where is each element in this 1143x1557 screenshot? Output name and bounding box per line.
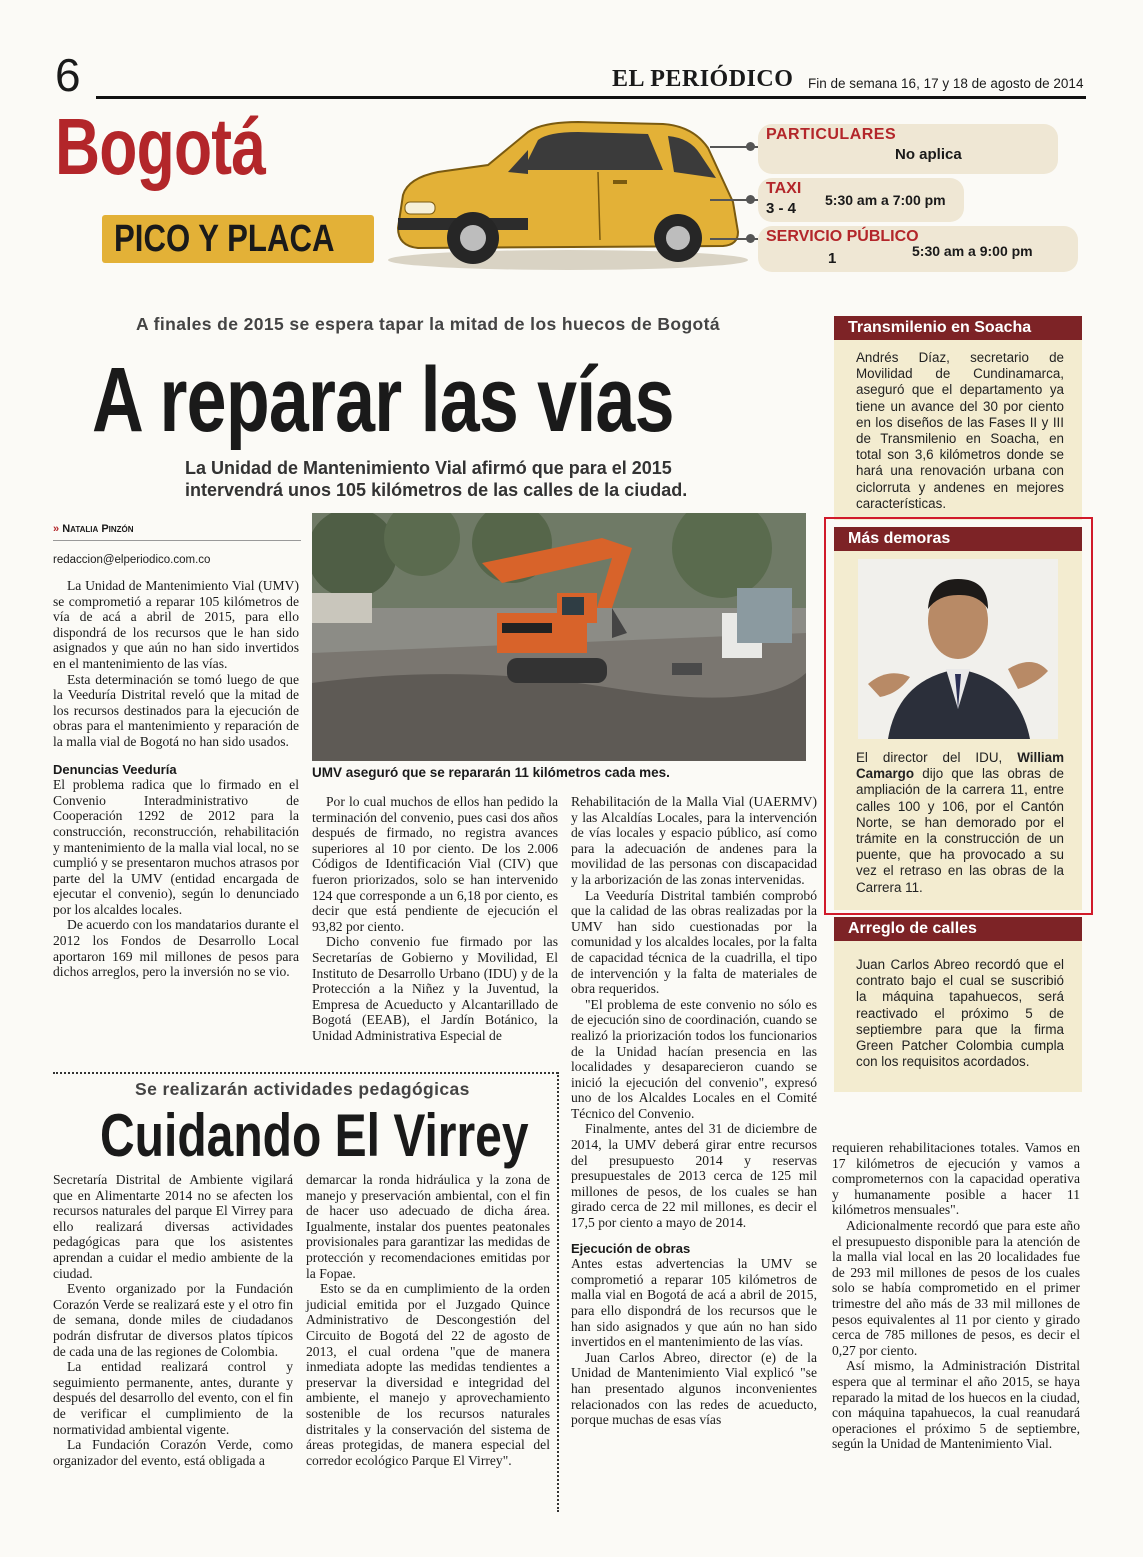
arreglo-text: Juan Carlos Abreo recordó que el contrato bajo el cual se suscribió la máquina tapahuecos, será reactivado el próximo 5 de septiembre para que la firma Green Patcher Colombia cumpla con los requisitos acordados. (834, 941, 1082, 1092)
sidebar-soacha (834, 316, 1082, 520)
article-paragraph: El problema radica que lo firmado en el Convenio Interadministrativo de Cooperación 1292 de 2012 para la construcción, reconstrucción, rehabilitación y mantenimiento de la malla vial local, no se cumplió y se presentaron muchos atrasos por parte del la UMV (entidad encargada de ejecutar el convenio), según lo denunciado por los alcaldes locales. (53, 777, 299, 917)
article-paragraph: La Veeduría Distrital también comprobó que la calidad de las obras realizadas por la UMV han sido cuestionadas por la comunidad y los alcaldes locales, por la falta de capacidad técnica de la cuadrilla, el tipo de intervención y la falta de materiales de obra requeridos. (571, 887, 817, 997)
article-paragraph: Por lo cual muchos de ellos han pedido la terminación del convenio, pues casi dos años después de firmado, no registra avances superiores al 10 por ciento. De los 2.006 Códigos de Identificación Vial (CIV) que fueron priorizados, solo se han intervenido 124 que corresponde a un 6,18 por ciento, es decir que está pendiente de ejecución el 93,82 por ciento. (312, 794, 558, 934)
article-paragraph: La Unidad de Mantenimiento Vial (UMV) se comprometió a reparar 105 kilómetros de vía de acá a abril de 2015, para ello dispondrá de los recursos que le han sido asignados y que aún no han sido invertidos en el mantenimiento de las vías. (53, 578, 299, 671)
arreglo-title: Arreglo de calles (834, 917, 1082, 941)
particulares-dot (746, 142, 755, 151)
article-column-1 (53, 578, 299, 980)
demoras-name: William Camargo (856, 750, 1064, 782)
publico-label: SERVICIO PÚBLICO (766, 228, 919, 245)
demoras-title: Más demoras (834, 527, 1082, 551)
virrey-headline: Cuidando El Virrey (100, 1102, 529, 1169)
particulares-label: PARTICULARES (766, 126, 897, 143)
demoras-text-2: dijo que las obras de ampliación de la carrera 11, entre calles 100 y 106, por el Cantón Norte, se han demorado por el trámite en la construcción de un puente, que ha provocado a su vez el retraso en las obras de la Carrera 11. (856, 766, 1064, 895)
article-paragraph: Evento organizado por la Fundación Corazón Verde se realizará este y el otro fin de semana, donde miles de ciudadanos podrán disfrutar de diversos platos típicos de cada una de las regiones de Colombia. (53, 1281, 293, 1359)
article-paragraph: Así mismo, la Administración Distrital espera que al terminar el año 2015, se haya reparado la mitad de los huecos en la ciudad, con máquina tapahuecos, la cual reanudará operaciones el próximo 5 de septiembre, según la Unidad de Mantenimiento Vial. (832, 1358, 1080, 1452)
sidebar-demoras (834, 527, 1082, 910)
taxi-dot (746, 195, 755, 204)
article-headline: A reparar las vías (92, 349, 674, 451)
publico-plates: 1 (828, 250, 837, 267)
article-paragraph: Secretaría Distrital de Ambiente vigilará que en Alimentarte 2014 no se afecten los recursos naturales del parque El Virrey para ello realizará diversas actividades pedagógicas para que los asistentes aprendan a cuidar el medio ambiente de la ciudad. (53, 1172, 293, 1281)
article-paragraph: De acuerdo con los mandatarios durante el 2012 los Fondos de Desarrollo Local aportaron 169 mil millones de pesos para dichos arreglos, pero la inversión no se vio. (53, 917, 299, 980)
taxi-plates: 3 - 4 (766, 200, 797, 217)
article-paragraph: "El problema de este convenio no sólo es de ejecución sino de coordinación, cuando se realizó la priorización todos los funcionarios de la Unidad hacían presencia en las localidades y desaparecieron cuando se inició la ejecución del convenio", expresó uno de los Alcaldes Locales en el Comité Técnico del Convenio. (571, 996, 817, 1121)
article-paragraph: Rehabilitación de la Malla Vial (UAERMV) y las Alcaldías Locales, para la intervención de vías locales y espacio público, así como para la adecuación de andenes para la movilidad de las personas con discapacidad y la arborización de las zonas intervenidas. (571, 794, 817, 887)
soacha-title: Transmilenio en Soacha (834, 316, 1082, 340)
deck-line-1: La Unidad de Mantenimiento Vial afirmó que para el 2015 (185, 458, 672, 478)
article-column-2 (312, 794, 558, 1044)
article-paragraph: requieren rehabilitaciones totales. Vamos en 17 kilómetros de ejecución y vamos a comprometernos con la capacidad operativa y humanamente posible a hacer 11 kilómetros mensuales". (832, 1140, 1080, 1218)
section-separator (53, 1072, 558, 1074)
header-rule (96, 96, 1086, 99)
demoras-photo-area (834, 551, 1082, 744)
publico-hours: 5:30 am a 9:00 pm (912, 243, 1033, 259)
article-paragraph: Antes estas advertencias la UMV se comprometió a reparar 105 kilómetros de malla vial en Bogotá de acá a abril de 2015, para ello dispondrá de los recursos que le han sido asignados y que aún no han sido invertidos en el mantenimiento de las vías. (571, 1256, 817, 1350)
publico-dot (746, 234, 755, 243)
article-paragraph: La entidad realizará control y seguimiento permanente, antes, durante y después del desarrollo del evento, con el fin de verificar el cumplimiento de la normatividad ambiental vigente. (53, 1359, 293, 1437)
section-separator-vertical (557, 1072, 559, 1512)
official-portrait (858, 559, 1058, 739)
virrey-kicker: Se realizarán actividades pedagógicas (135, 1079, 470, 1099)
taxi-hours: 5:30 am a 7:00 pm (825, 192, 946, 208)
byline-author: Natalia Pinzón (62, 523, 134, 535)
pico-placa-label: PICO Y PLACA (114, 218, 335, 260)
byline-rule (53, 540, 301, 541)
taxi-label: TAXI (766, 180, 802, 197)
article-column-3 (571, 794, 817, 1428)
subhead-ejecucion: Ejecución de obras (571, 1240, 691, 1256)
article-paragraph: Juan Carlos Abreo, director (e) de la Unidad de Mantenimiento Vial explicó "se han presentado algunos inconvenientes relacionados con las redes de acueducto, porque muchas de esas vías (571, 1349, 817, 1428)
road-works-photo (312, 513, 806, 761)
article-paragraph: Esto se da en cumplimiento de la orden judicial emitida por el Juzgado Quince Administrativo de Descongestión del Circuito de Bogotá del 22 de agosto de 2013, el cual ordena "que de manera inmediata adopte las medidas tendientes a preservar la diversidad e integridad del ambiente, el manejo y aprovechamiento sostenible de los recursos naturales distritales y la conservación del sistema de áreas protegidas, de manera especial del corredor ecológico Parque El Virrey". (306, 1281, 550, 1468)
issue-date: Fin de semana 16, 17 y 18 de agosto de 2014 (808, 76, 1084, 91)
virrey-column-1 (53, 1172, 293, 1468)
page-number: 6 (55, 49, 81, 101)
city-title: Bogotá (55, 102, 266, 191)
article-paragraph: La Fundación Corazón Verde, como organizador del evento, está obligada a (53, 1437, 293, 1468)
subhead-denuncias: Denuncias Veeduría (53, 761, 177, 777)
demoras-text-1: El director del IDU, (856, 750, 1003, 765)
deck-line-2: intervendrá unos 105 kilómetros de las calles de la ciudad. (185, 480, 688, 500)
particulares-value: No aplica (895, 146, 962, 163)
byline-email[interactable]: redaccion@elperiodico.com.co (53, 554, 211, 566)
photo-caption: UMV aseguró que se repararán 11 kilómetros cada mes. (312, 765, 670, 780)
newspaper-name: EL PERIÓDICO (612, 66, 794, 92)
article-paragraph: Dicho convenio fue firmado por las Secretarías de Gobierno y Movilidad, El Instituto de Desarrollo Urbano (IDU) y de la Protección a la Niñez y la Juventud, la Empresa de Acueducto y Alcantarillado de Bogotá (EEAB), el Jardín Botánico, la Unidad Administrativa Especial de (312, 934, 558, 1043)
article-paragraph: Esta determinación se tomó luego de que la Veeduría Distrital reveló que la mitad de los recursos destinados para la ejecución de obras para el mantenimiento y reparación de la malla vial de Bogotá no han sido usados. (53, 671, 299, 749)
soacha-text: Andrés Díaz, secretario de Movilidad de Cundinamarca, aseguró que el departamento ya tiene un avance del 30 por ciento en los diseños de las Fases II y III de Transmilenio en Soacha, en total son 3,6 kilómetros donde se hará una renovación urbana con ciclorruta y andenes en mejores características. (834, 340, 1082, 520)
article-paragraph: demarcar la ronda hidráulica y la zona de manejo y preservación ambiental, con el fin de hacer uso adecuado de dicha área. Igualmente, instalar dos puentes peatonales provisionales para garantizar las medidas de protección y recomendaciones emitidas por la Fopae. (306, 1172, 550, 1281)
demoras-text (834, 744, 1082, 910)
article-paragraph: Finalmente, antes del 31 de diciembre de 2014, la UMV deberá girar entre recursos del presupuesto 2014 y reservas presupuestales de 2013 cerca de 125 mil millones de pesos, de los cuales se han girado cerca de 22 mil millones, es decir el 17,5 por ciento a mayo de 2014. (571, 1121, 817, 1231)
byline-arrow-icon: » (53, 523, 60, 535)
virrey-column-2 (306, 1172, 550, 1468)
article-column-4 (832, 1140, 1080, 1452)
article-kicker: A finales de 2015 se espera tapar la mitad de los huecos de Bogotá (136, 314, 721, 334)
sidebar-arreglo (834, 917, 1082, 1092)
article-paragraph: Adicionalmente recordó que para este año el presupuesto disponible para la atención de la malla vial local en las 20 localidades fue de 293 mil millones de pesos de los cuales solo se había comprometido en el primer trimestre del año más de 33 mil millones de pesos equivalentes al 11 por ciento y girado cerca de 785 millones de pesos, es decir el 0,27 por ciento. (832, 1217, 1080, 1358)
byline (53, 523, 134, 535)
article-deck (185, 457, 687, 501)
car-illustration (378, 110, 758, 275)
